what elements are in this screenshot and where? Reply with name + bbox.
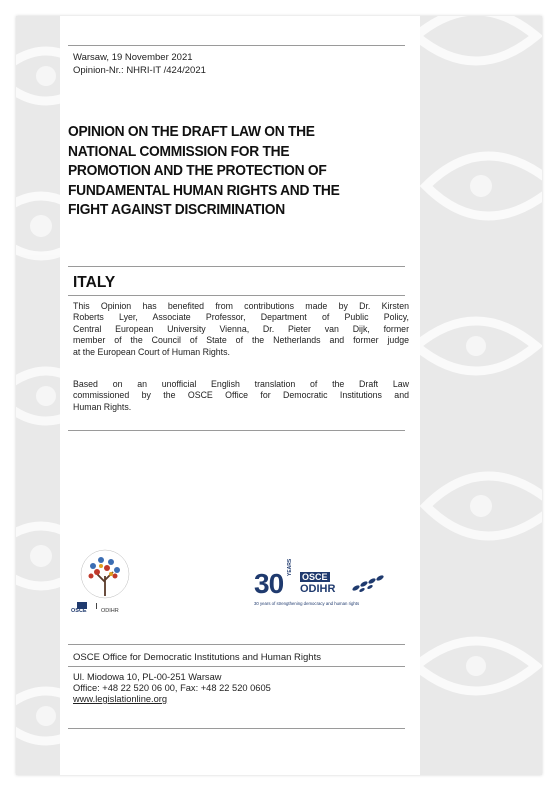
tagline: 30 years of strengthening democracy and human rights (254, 601, 360, 606)
thirty-number: 30 (254, 568, 284, 599)
paragraph-line: This Opinion has benefited from contributions made by Dr. Kirsten (73, 301, 409, 311)
contributors-paragraph (73, 301, 409, 358)
footer-address: Ul. Miodowa 10, PL-00-251 Warsaw (73, 672, 222, 682)
opinion-number: Opinion-Nr.: NHRI-IT /424/2021 (73, 65, 206, 76)
title-line: FUNDAMENTAL HUMAN RIGHTS AND THE (68, 181, 340, 199)
title-line: OPINION ON THE DRAFT LAW ON THE (68, 123, 315, 140)
document-title (68, 122, 372, 220)
country-rule-top (68, 266, 405, 267)
document-page (16, 16, 542, 775)
odihr-tree-icon (71, 546, 151, 616)
country-heading: ITALY (73, 274, 116, 291)
footer-contact: Office: +48 22 520 06 00, Fax: +48 22 520 0605 (73, 683, 271, 693)
title-line: FIGHT AGAINST DISCRIMINATION (68, 201, 285, 218)
paragraph-line: Central European University Vienna, Dr. Pieter van Dijk, former (73, 323, 409, 334)
website-link[interactable]: www.legislationline.org (73, 694, 168, 704)
paragraph-line: at the European Court of Human Rights. (73, 346, 230, 357)
footer-rule-top (68, 644, 405, 645)
leaves-icon (350, 572, 390, 594)
date-line: Warsaw, 19 November 2021 (73, 52, 193, 63)
paragraph-line: Roberts Lyer, Associate Professor, Department of Public Policy, (73, 312, 409, 323)
paragraph-line: Human Rights. (73, 401, 132, 412)
paragraph-bottom-rule (68, 430, 405, 431)
title-line: NATIONAL COMMISSION FOR THE (68, 142, 290, 160)
osce-logo-text: OSCE (71, 608, 87, 614)
paragraph-line: commissioned by the OSCE Office for Democratic Institutions and (73, 390, 409, 401)
odihr-logo-text: ODIHR (101, 608, 119, 614)
paragraph-line: Based on an unofficial English translation of the Draft Law (73, 379, 409, 389)
paragraph-line: member of the Council of State of the Netherlands and former judge (73, 335, 409, 346)
osce-badge: OSCE (302, 572, 328, 582)
country-rule-bottom (68, 295, 405, 296)
footer-organization: OSCE Office for Democratic Institutions and Human Rights (73, 652, 321, 663)
odihr-text: ODIHR (300, 583, 336, 595)
osce-odihr-logo (71, 546, 151, 616)
thirty-years-logo (254, 558, 404, 610)
translation-paragraph (73, 379, 409, 413)
footer-rule-bottom (68, 728, 405, 729)
years-text: YEARS (287, 558, 293, 576)
title-line: PROMOTION AND THE PROTECTION OF (68, 162, 327, 179)
top-rule (68, 45, 405, 46)
footer-rule-middle (68, 666, 405, 667)
